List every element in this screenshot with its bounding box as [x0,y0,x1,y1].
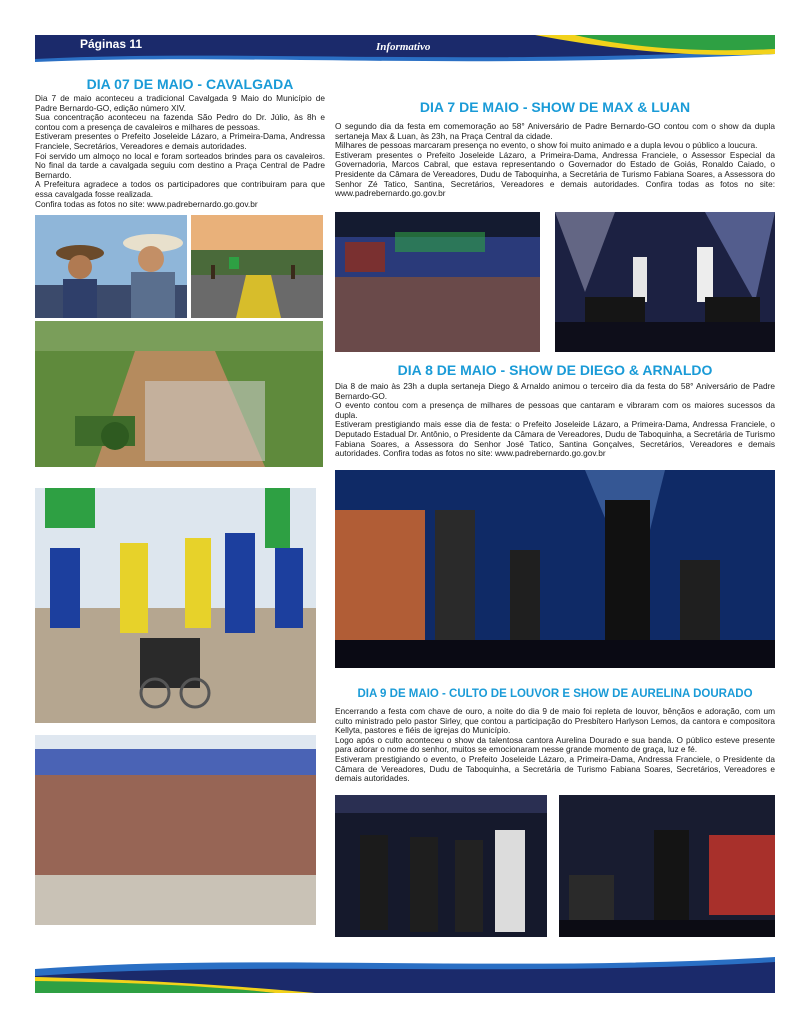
photo-audience-crowd [35,735,316,925]
article-cavalgada [35,94,325,209]
paragraph: Estiveram prestigiando mais esse dia de festa: o Prefeito Joseleide Lázaro, a Primeira-Dama, Andressa Franciele, o Deputado Estadual Dr. Antônio, o Presidente da Câmara de Vereadores, Dudu de Taboquinha, a Secretária de Turismo Fabiana Soares, a Assessora do Senhor José Tatico, Santina Gonçalves, Secretários, Vereadores e demais autoridades. Confira todas as fotos no site: www.padrebernardo.go.gov.br [335,419,775,459]
photo-aurelina-singer [559,795,775,937]
heading-diego-arnaldo: DIA 8 DE MAIO - SHOW DE DIEGO & ARNALDO [397,362,713,378]
paragraph: Foi servido um almoço no local e foram sorteados brindes para os cavaleiros. No final da tarde a cavalgada seguiu com destino a Praça Central de Padre Bernardo. [35,150,325,180]
paragraph: Estiveram prestigiando o evento, o Prefeito Joseleide Lázaro, a Primeira-Dama, Andressa Franciele, o Presidente da Câmara de Vereadores, Dudu de Taboquinha, a Secretária de Turismo Fabiana Soares, Secretários, Vereadores e demais autoridades. [335,753,775,784]
paragraph: Sua concentração aconteceu na fazenda São Pedro do Dr. Júlio, às 8h e contou com a presença de cavaleiros e milhares de pessoas. [35,112,325,132]
paragraph: O evento contou com a presença de milhares de pessoas que cantaram e vibraram com os maiores sucessos da dupla. [335,400,775,420]
footer-band-graphic [35,955,775,993]
page-number: Páginas 11 [80,37,143,51]
article-aurelina [335,707,775,784]
heading-max-luan: DIA 7 DE MAIO - SHOW DE MAX & LUAN [419,99,691,115]
article-max-luan [335,122,775,199]
photo-parade-flags [35,488,316,723]
paragraph: Milhares de pessoas marcaram presença no evento, o show foi muito animado e a dupla levou o público a loucura. [335,140,758,151]
paragraph: Estiveram presentes o Prefeito Joseleide Lázaro, a Primeira-Dama, Andressa Franciele, o Assessor Especial da Governadoria, Marcos Cabral, que estava representando o Governador do Estado de Goiás, Ronaldo Caiado, o Presidente da Câmara de Vereadores, Dudu de Taboquinha, a Secretária de Turismo Fabiana Soares, a Assessora do Senhor Zé Tatico, Santina, Secretários, Vereadores e demais autoridades. Confira todas as fotos no site: www.padrebernardo.go.gov.br [335,149,775,199]
photo-riders-with-hats [35,215,187,318]
footer-band [35,955,775,993]
section-title: Informativo [376,41,431,53]
photo-diego-arnaldo-stage [335,470,775,668]
photo-concert-crowd [335,212,540,352]
photo-worship-stage-group [335,795,547,937]
paragraph: A Prefeitura agradece a todos os participadores que contribuiram para que essa cavalgada fosse realizada. [35,179,325,199]
paragraph: Dia 7 de maio aconteceu a tradicional Cavalgada 9 Maio do Município de Padre Bernardo-GO, edição número XIV. [35,93,325,113]
photo-road-procession [191,215,323,318]
heading-cavalgada: DIA 07 DE MAIO - CAVALGADA [86,76,294,92]
article-diego-arnaldo [335,382,775,459]
paragraph: Logo após o culto aconteceu o show da talentosa cantora Aurelina Dourado e sua banda. O público esteve presente para adorar o nome do senhor, muitos se emocionaram nesse grande momento de graça, luz e fé. [335,734,775,755]
paragraph: Dia 8 de maio às 23h a dupla sertaneja Diego & Arnaldo animou o terceiro dia da festa do 58° Aniversário de Padre Bernardo-GO. [335,381,775,401]
paragraph: O segundo dia da festa em comemoração ao 58° Aniversário de Padre Bernardo-GO contou com o show da dupla sertaneja Max & Luan, às 23h, na Praça Central da cidade. [335,121,775,141]
paragraph: Confira todas as fotos no site: www.padrebernardo.go.gov.br [35,198,258,209]
photo-max-luan-stage [555,212,775,352]
photo-aerial-parking [35,321,323,467]
paragraph: Estiveram presentes o Prefeito Joseleide Lázaro, a Primeira-Dama, Andressa Franciele, Secretários, Vereadores e demais autoridades. [35,131,325,151]
heading-aurelina: DIA 9 DE MAIO - CULTO DE LOUVOR E SHOW DE AURELINA DOURADO [357,688,753,700]
paragraph: Encerrando a festa com chave de ouro, a noite do dia 9 de maio foi repleta de louvor, bênçãos e adoração, com um culto ministrado pelo pastor Sirley, que contou a participação do Presbítero Harlyson Lemos, da cantora e compositora Kellyta, pastores e fiéis de igrejas do Município. [335,706,775,736]
